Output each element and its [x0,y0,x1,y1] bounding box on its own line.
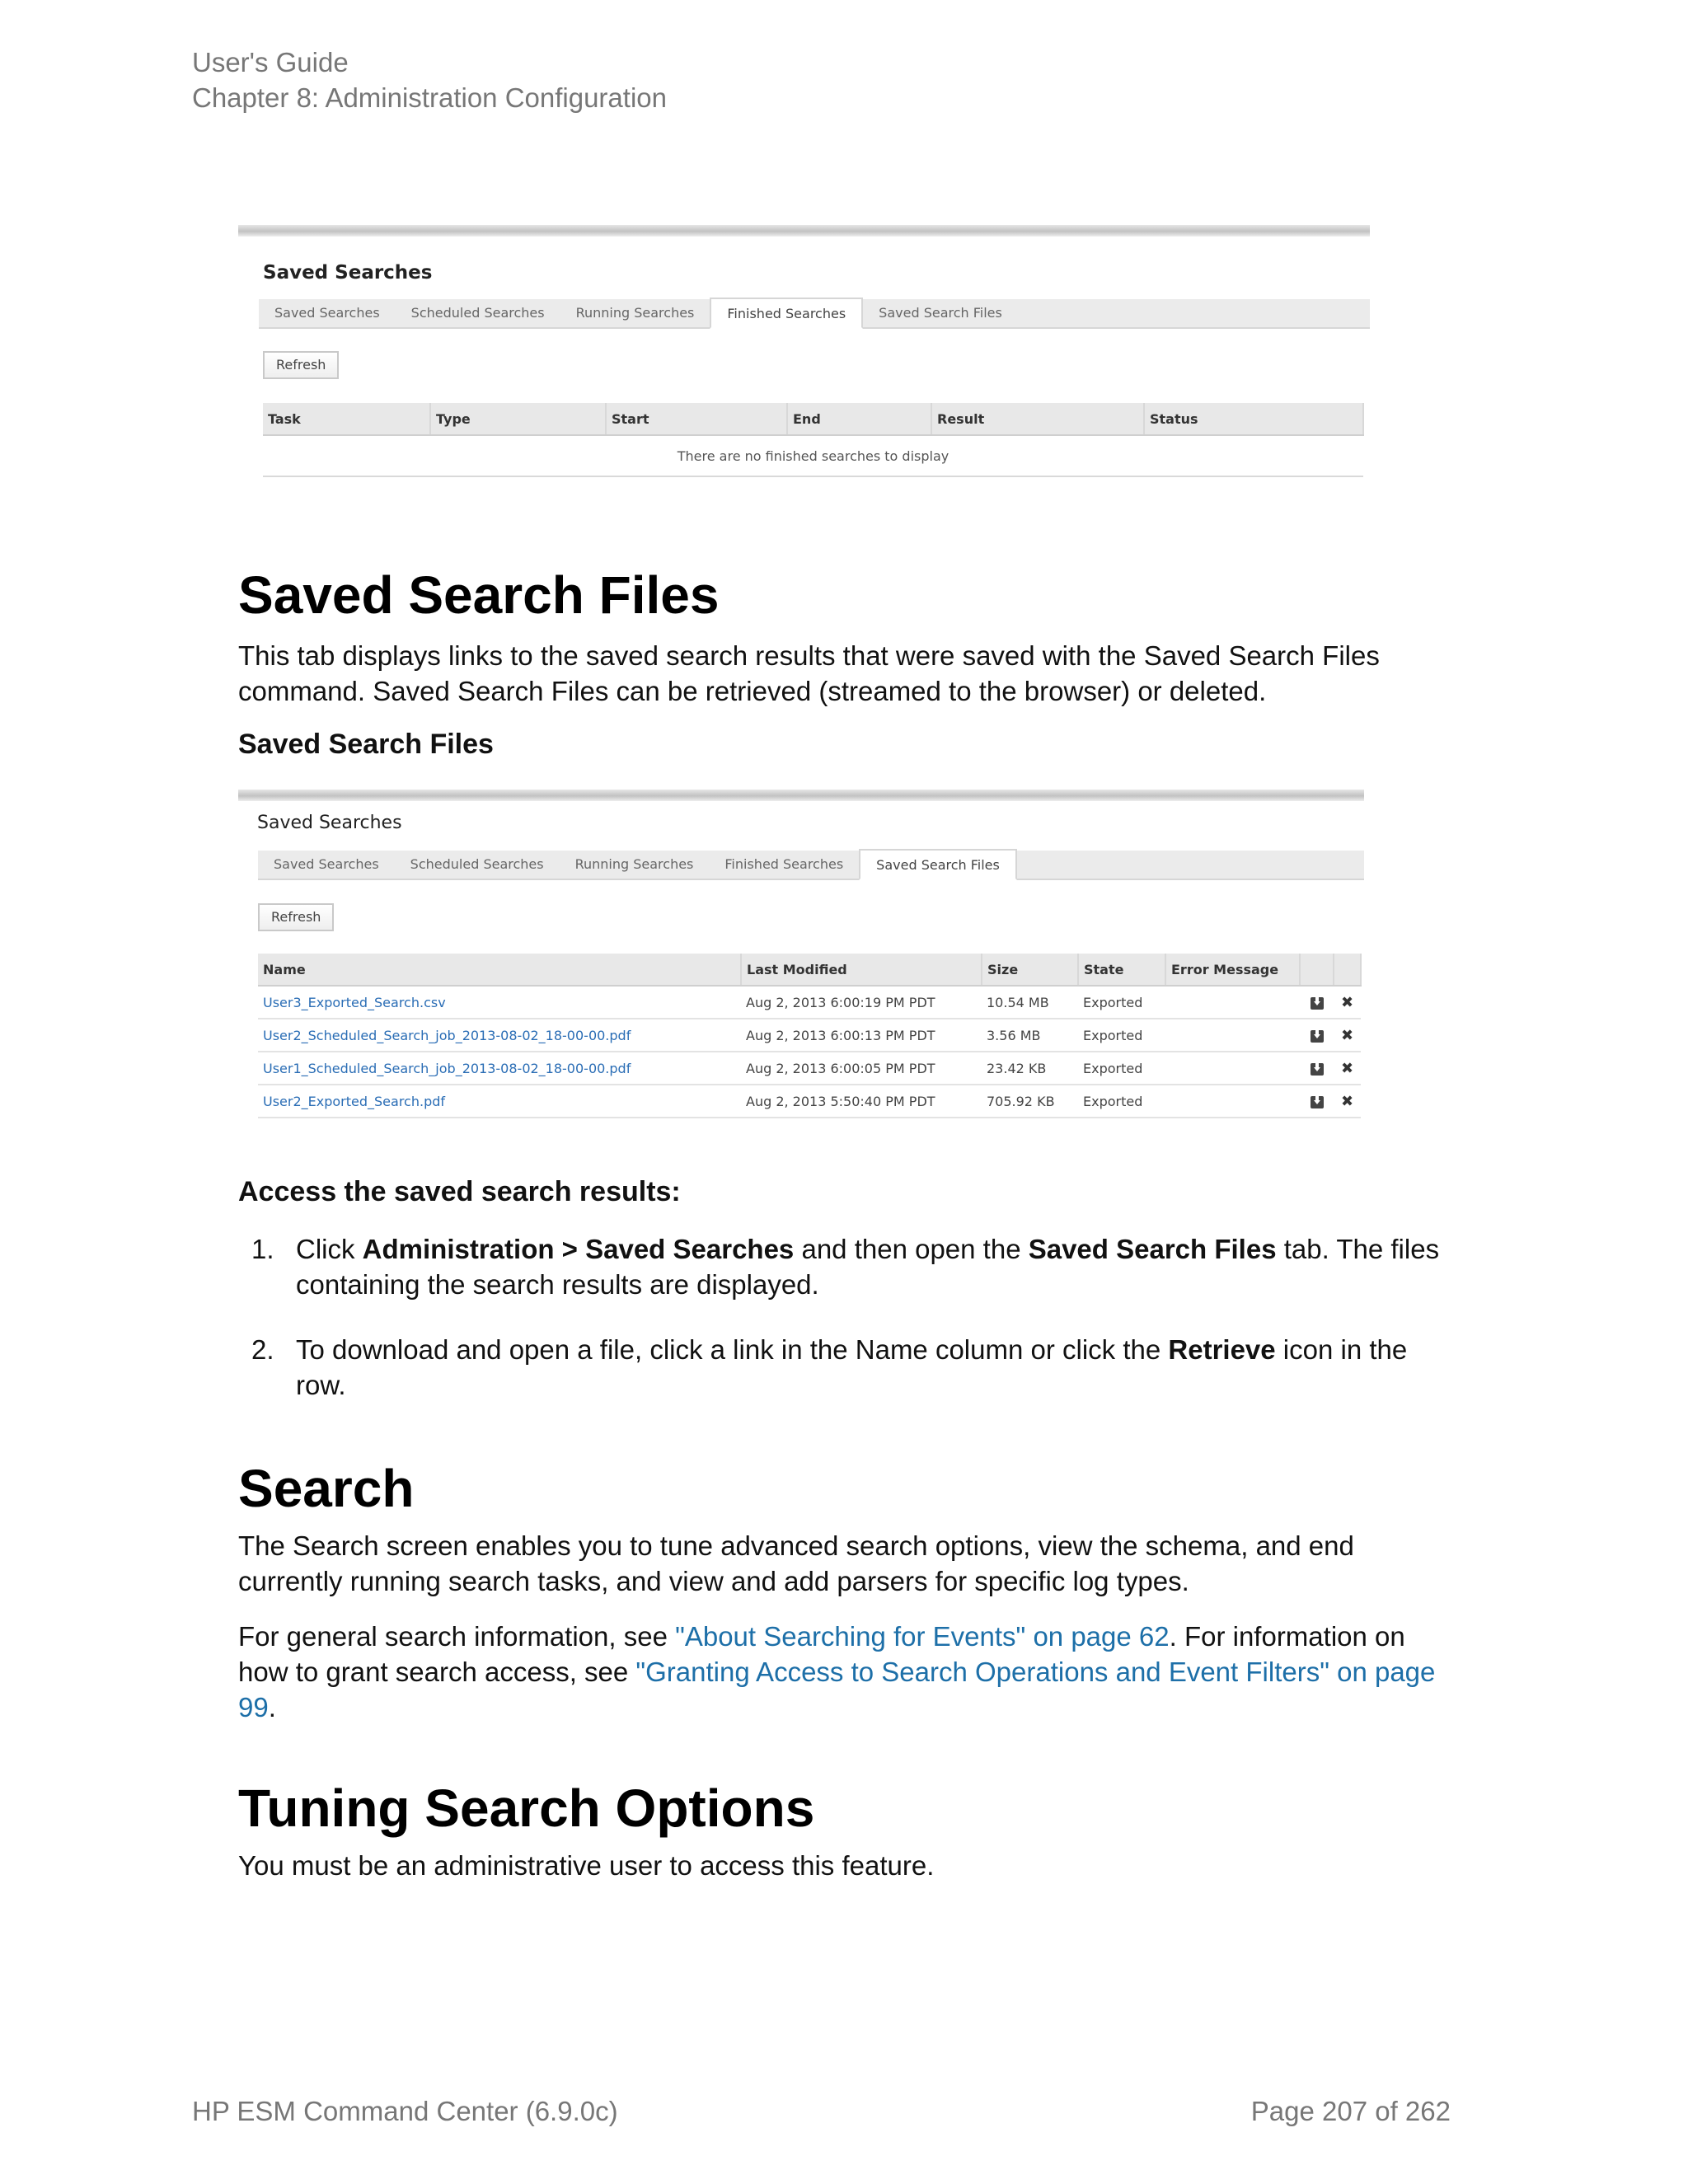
page-number: Page 207 of 262 [1250,2096,1451,2126]
tab-saved-search-files[interactable]: Saved Search Files [879,305,1002,321]
last-modified-cell: Aug 2, 2013 6:00:19 PM PDT [741,986,982,1019]
refresh-button[interactable]: Refresh [263,351,339,379]
tab-finished-searches[interactable]: Finished Searches [710,298,863,329]
column-header-start[interactable]: Start [606,403,787,435]
size-cell: 3.56 MB [982,1019,1078,1052]
saved-search-files-table [258,954,1362,1118]
file-link[interactable]: User1_Scheduled_Search_job_2013-08-02_18-00-00.pdf [258,1052,741,1085]
column-header-type[interactable]: Type [430,403,606,435]
step-2: 2. To download and open a file, click a link in the Name column or click the Retrieve icon in the row. [238,1332,1450,1403]
empty-row [263,435,1363,476]
delete-cell [1334,1052,1361,1085]
search-section [238,1457,1450,1725]
empty-message: There are no finished searches to display [263,435,1363,476]
step-number: 2. [251,1334,274,1365]
step-number: 1. [251,1234,274,1264]
tab-running-searches[interactable]: Running Searches [575,305,695,321]
column-header-task[interactable]: Task [263,403,430,435]
guide-title: User's Guide [192,47,349,77]
section-heading: Search [238,1459,415,1518]
procedure-steps [238,1231,1450,1403]
tab-bar [258,851,1364,880]
retrieve-cell [1300,1019,1334,1052]
error-message-cell [1165,1052,1300,1085]
column-header-state[interactable]: State [1078,954,1165,986]
retrieve-icon[interactable] [1311,1063,1324,1076]
table-row [258,1085,1361,1118]
delete-icon[interactable]: ✖ [1340,1059,1354,1077]
ui-tab-name: Saved Search Files [1028,1234,1277,1264]
state-cell: Exported [1078,1052,1165,1085]
figure-caption: Saved Search Files [238,729,494,760]
retrieve-icon[interactable] [1311,997,1324,1010]
xref-link-granting-access[interactable]: "Granting Access to Search Operations and Event Filters" on page 99 [238,1657,1436,1722]
column-header-status[interactable]: Status [1144,403,1363,435]
state-cell: Exported [1078,1085,1165,1118]
column-header-retrieve [1300,954,1334,986]
ui-path: Administration > Saved Searches [362,1234,795,1264]
saved-search-files-screenshot [238,790,1364,1119]
state-cell: Exported [1078,1019,1165,1052]
error-message-cell [1165,1019,1300,1052]
retrieve-icon[interactable] [1311,1096,1324,1108]
chapter-title: Chapter 8: Administration Configuration [192,82,667,113]
size-cell: 23.42 KB [982,1052,1078,1085]
column-header-size[interactable]: Size [982,954,1078,986]
column-header-end[interactable]: End [787,403,931,435]
tab-running-searches[interactable]: Running Searches [574,856,694,872]
access-section [238,1174,1450,1403]
tab-finished-searches[interactable]: Finished Searches [724,856,844,872]
search-references: For general search information, see "About Searching for Events" on page 62. For information on how to grant search access, see "Granting Access to Search Operations and Event Filters" on page 99. [238,1621,1436,1722]
procedure-heading: Access the saved search results: [238,1176,681,1207]
delete-icon[interactable]: ✖ [1340,1092,1354,1110]
size-cell: 10.54 MB [982,986,1078,1019]
column-header-result[interactable]: Result [931,403,1144,435]
table-header-row [258,954,1361,986]
table-row [258,986,1361,1019]
retrieve-cell [1300,1052,1334,1085]
window-top-bar [238,790,1364,801]
file-link[interactable]: User3_Exported_Search.csv [258,986,741,1019]
tab-saved-searches[interactable]: Saved Searches [274,856,379,872]
tab-saved-searches[interactable]: Saved Searches [274,305,380,321]
running-footer [192,2093,1451,2129]
panel-title: Saved Searches [257,813,402,833]
retrieve-cell [1300,986,1334,1019]
window-top-bar [238,225,1370,237]
finished-searches-screenshot [238,225,1370,489]
column-header-error-message[interactable]: Error Message [1165,954,1300,986]
tuning-section [238,1777,1450,1883]
retrieve-icon[interactable] [1311,1030,1324,1043]
tab-bar [259,299,1370,329]
delete-icon[interactable]: ✖ [1340,1026,1354,1044]
last-modified-cell: Aug 2, 2013 6:00:05 PM PDT [741,1052,982,1085]
error-message-cell [1165,986,1300,1019]
delete-cell [1334,1085,1361,1118]
table-row [258,1052,1361,1085]
finished-searches-table [263,403,1364,477]
refresh-button[interactable]: Refresh [258,903,334,931]
panel-title: Saved Searches [263,262,433,284]
xref-link-about-searching[interactable]: "About Searching for Events" on page 62 [675,1621,1170,1652]
file-link[interactable]: User2_Scheduled_Search_job_2013-08-02_18-00-00.pdf [258,1019,741,1052]
search-intro: The Search screen enables you to tune advanced search options, view the schema, and end currently running search tasks, and view and add parsers for specific log types. [238,1530,1354,1596]
running-header [192,45,667,115]
tuning-note: You must be an administrative user to access this feature. [238,1850,935,1881]
delete-cell [1334,986,1361,1019]
last-modified-cell: Aug 2, 2013 5:50:40 PM PDT [741,1085,982,1118]
column-header-name[interactable]: Name [258,954,741,986]
table-header-row [263,403,1363,435]
size-cell: 705.92 KB [982,1085,1078,1118]
tab-scheduled-searches[interactable]: Scheduled Searches [410,305,545,321]
last-modified-cell: Aug 2, 2013 6:00:13 PM PDT [741,1019,982,1052]
tab-scheduled-searches[interactable]: Scheduled Searches [410,856,544,872]
tab-saved-search-files[interactable]: Saved Search Files [859,849,1017,880]
ui-icon-name: Retrieve [1168,1334,1276,1365]
step-1: 1. Click Administration > Saved Searches and then open the Saved Search Files tab. The files containing the search results are displayed. [238,1231,1450,1302]
product-name: HP ESM Command Center (6.9.0c) [192,2096,618,2126]
section-heading: Tuning Search Options [238,1779,815,1838]
state-cell: Exported [1078,986,1165,1019]
file-link[interactable]: User2_Exported_Search.pdf [258,1085,741,1118]
retrieve-cell [1300,1085,1334,1118]
table-row [258,1019,1361,1052]
saved-search-files-section [238,564,1450,762]
section-heading: Saved Search Files [238,565,720,625]
column-header-delete [1334,954,1361,986]
column-header-last-modified[interactable]: Last Modified [741,954,982,986]
error-message-cell [1165,1085,1300,1118]
delete-icon[interactable]: ✖ [1340,993,1354,1011]
section-description: This tab displays links to the saved search results that were saved with the Saved Search Files command. Saved Search Files can be retrieved (streamed to the browser) or deleted. [238,640,1380,706]
delete-cell [1334,1019,1361,1052]
